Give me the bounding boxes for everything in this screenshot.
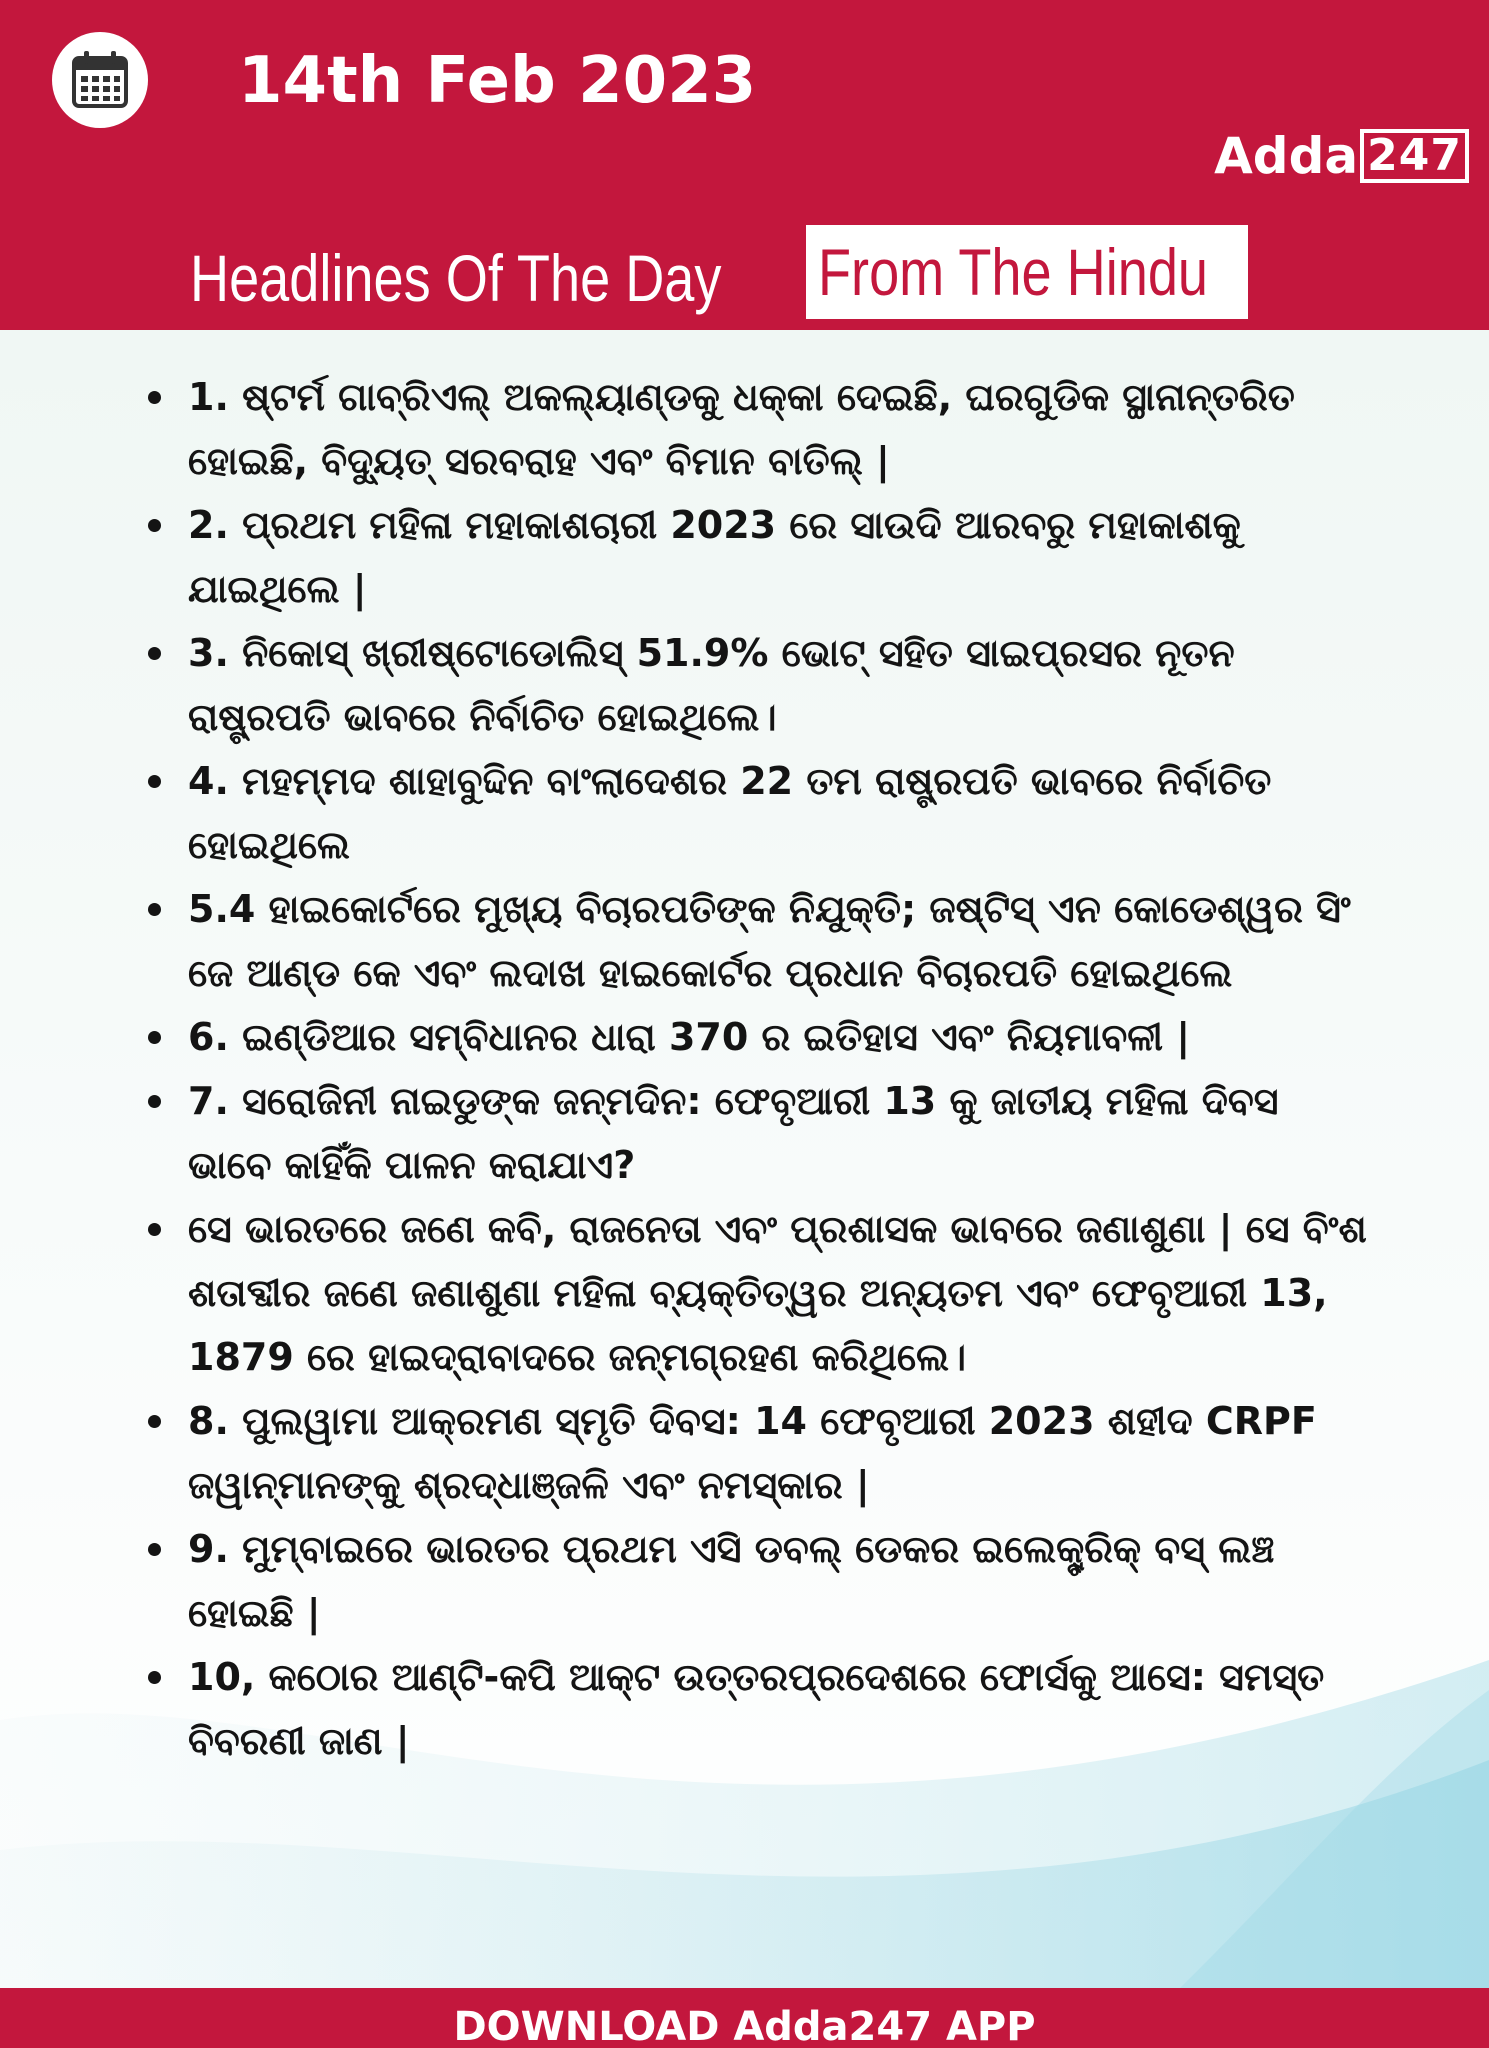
headline-item: 9. ମୁମ୍ବାଇରେ ଭାରତର ପ୍ରଥମ ଏସି ଡବଲ୍ ଡେକର ଇଲେକ୍ଟ୍ରିକ୍ ବସ୍ ଲଞ୍ଚ ହୋଇଛି | [188,1517,1368,1645]
headlines-title: Headlines Of The Day [190,241,722,315]
calendar-badge [52,32,148,128]
brand-logo [1214,126,1469,186]
bullet [148,775,161,788]
headline-item: 6. ଇଣ୍ଡିଆର ସମ୍ବିଧାନର ଧାରା 370 ର ଇତିହାସ ଏବଂ ନିୟମାବଳୀ | [188,1005,1368,1069]
bullet [148,1415,161,1428]
bullet [148,1543,161,1556]
headline-item: ସେ ଭାରତରେ ଜଣେ କବି, ରାଜନେତା ଏବଂ ପ୍ରଶାସକ ଭାବରେ ଜଣାଶୁଣା | ସେ ବିଂଶ ଶତାବ୍ଦୀର ଜଣେ ଜଣାଶୁଣା ମହିଳା ବ୍ୟକ୍ତିତ୍ୱର ଅନ୍ୟତମ ଏବଂ ଫେବୃଆରୀ 13, 1879 ରେ ହାଇଦ୍ରାବାଦରେ ଜନ୍ମଗ୍ରହଣ କରିଥିଲେ। [188,1197,1368,1389]
headline-item: 7. ସରୋଜିନୀ ନାଇଡୁଙ୍କ ଜନ୍ମଦିନ: ଫେବୃଆରୀ 13 କୁ ଜାତୀୟ ମହିଳା ଦିବସ ଭାବେ କାହିଁକି ପାଳନ କରାଯାଏ? [188,1069,1368,1197]
brand-name: Adda [1214,127,1359,185]
headline-item: 3. ନିକୋସ୍ ଖ୍ରୀଷ୍ଟୋଡୋଲିସ୍ 51.9% ଭୋଟ୍ ସହିତ ସାଇପ୍ରସର ନୂତନ ରାଷ୍ଟ୍ରପତି ଭାବରେ ନିର୍ବାଚିତ ହୋଇଥିଲେ। [188,621,1368,749]
headline-list [188,365,1368,1773]
bullet [148,903,161,916]
bullet [148,1671,161,1684]
bullet [148,647,161,660]
headline-item: 10, କଠୋର ଆଣ୍ଟି-କପି ଆକ୍ଟ ଉତ୍ତରପ୍ରଦେଶରେ ଫୋର୍ସକୁ ଆସେ: ସମସ୍ତ ବିବରଣୀ ଜାଣ | [188,1645,1368,1773]
bullet [148,391,161,404]
headline-item: 2. ପ୍ରଥମ ମହିଳା ମହାକାଶଚାରୀ 2023 ରେ ସାଉଦି ଆରବରୁ ମହାକାଶକୁ ଯାଇଥିଲେ | [188,493,1368,621]
bullet [148,519,161,532]
bullet [148,1223,161,1236]
header-banner [0,0,1489,330]
footer-banner[interactable] [0,1988,1489,2048]
source-label: From The Hindu [818,235,1209,309]
brand-number: 247 [1360,129,1469,183]
headline-item: 1. ଷ୍ଟର୍ମ ଗାବ୍ରିଏଲ୍ ଅକଲ୍ୟାଣ୍ଡକୁ ଧକ୍କା ଦେଇଛି, ଘରଗୁଡିକ ସ୍ଥାନାନ୍ତରିତ ହୋଇଛି, ବିଦ୍ୟୁତ୍ ସରବରାହ ଏବଂ ବିମାନ ବାତିଲ୍ | [188,365,1368,493]
headline-item: 5.4 ହାଇକୋର୍ଟରେ ମୁଖ୍ୟ ବିଚାରପତିଙ୍କ ନିଯୁକ୍ତି; ଜଷ୍ଟିସ୍ ଏନ କୋଡେଶ୍ୱର ସିଂ ଜେ ଆଣ୍ଡ କେ ଏବଂ ଲଦାଖ ହାଇକୋର୍ଟର ପ୍ରଧାନ ବିଚାରପତି ହୋଇଥିଲେ [188,877,1368,1005]
bullet [148,1095,161,1108]
calendar-icon [68,48,132,112]
headline-item: 8. ପୁଲୱାମା ଆକ୍ରମଣ ସ୍ମୃତି ଦିବସ: 14 ଫେବୃଆରୀ 2023 ଶହୀଦ CRPF ଜୱାନ୍ମାନଙ୍କୁ ଶ୍ରଦ୍ଧାଞ୍ଜଳି ଏବଂ ନମସ୍କାର | [188,1389,1368,1517]
headlines-panel [0,330,1489,1988]
source-box [806,225,1248,319]
download-app-link[interactable]: DOWNLOAD Adda247 APP [453,2004,1036,2048]
bullet [148,1031,161,1044]
date-label: 14th Feb 2023 [238,44,757,118]
headline-item: 4. ମହମ୍ମଦ ଶାହାବୁଦ୍ଦିନ ବାଂଲାଦେଶର 22 ତମ ରାଷ୍ଟ୍ରପତି ଭାବରେ ନିର୍ବାଚିତ ହୋଇଥିଲେ [188,749,1368,877]
